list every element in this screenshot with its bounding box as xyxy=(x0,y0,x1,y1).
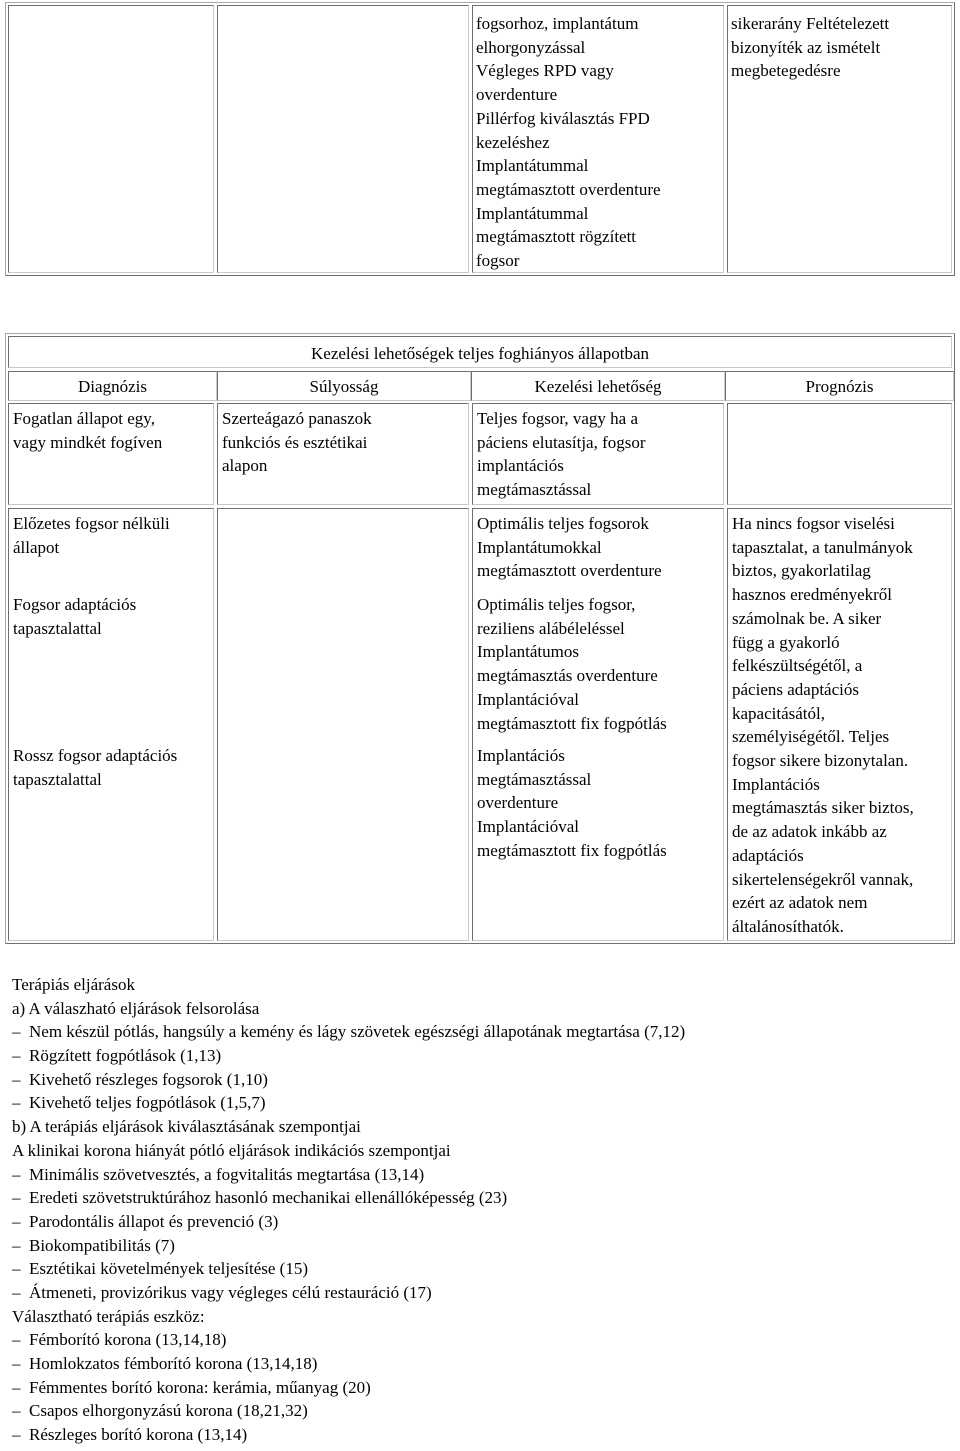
treatment-option-resilient-reline: Optimális teljes fogsor, reziliens alábéleléssel Implantátumos megtámasztás overdenture Implantációval megtámasztott fix fogpótlás xyxy=(477,595,667,733)
line-text: Rögzített fogpótlások (1,13) xyxy=(29,1046,222,1066)
line-text: Minimális szövetvesztés, a fogvitalitás megtartása (13,14) xyxy=(29,1164,425,1184)
dash-bullet-icon: – xyxy=(12,1093,21,1113)
dash-bullet-icon: – xyxy=(12,1259,21,1279)
table-caption: Kezelési lehetőségek teljes foghiányos állapotban xyxy=(8,336,952,368)
diagnosis-poor-denture-adaptation: Rossz fogsor adaptációs tapasztalattal xyxy=(13,746,178,789)
paragraph-line xyxy=(12,973,952,997)
line-text: Fémmentes borító korona: kerámia, műanyag (20) xyxy=(29,1377,371,1397)
line-text: Választható terápiás eszköz: xyxy=(12,1306,205,1326)
line-text: A klinikai korona hiányát pótló eljárások indikációs szempontjai xyxy=(12,1140,451,1160)
line-text: Terápiás eljárások xyxy=(12,975,135,994)
treatment-option-implant-support: Implantációs megtámasztással overdenture Implantációval megtámasztott fix fogpótlás xyxy=(477,746,667,860)
list-item xyxy=(12,1257,952,1281)
continued-table-cell-1 xyxy=(8,5,214,273)
diagnosis-denture-adaptation: Fogsor adaptációs tapasztalattal xyxy=(13,595,137,638)
list-item xyxy=(12,1091,952,1115)
line-text: Nem készül pótlás, hangsúly a kemény és lágy szövetek egészségi állapotának megtartása (7,12) xyxy=(29,1022,686,1042)
line-text: b) A terápiás eljárások kiválasztásának szempontjai xyxy=(12,1117,361,1137)
list-item xyxy=(12,1186,952,1210)
diagnosis-no-previous-denture: Előzetes fogsor nélküli állapot xyxy=(13,514,170,557)
dash-bullet-icon: – xyxy=(12,1022,21,1042)
line-text: Átmeneti, provizórikus vagy végleges célú restauráció (17) xyxy=(29,1282,432,1302)
list-item xyxy=(12,1210,952,1234)
header-treatment: Kezelési lehetőség xyxy=(471,371,725,401)
line-text: Parodontális állapot és prevenció (3) xyxy=(29,1211,279,1231)
list-item xyxy=(12,1376,952,1400)
dash-bullet-icon: – xyxy=(12,1235,21,1255)
line-text: Csapos elhorgonyzású korona (18,21,32) xyxy=(29,1401,308,1421)
paragraph-line xyxy=(12,1305,952,1329)
dash-bullet-icon: – xyxy=(12,1401,21,1421)
row1-treatment: Teljes fogsor, vagy ha a páciens elutasítja, fogsor implantációs megtámasztással xyxy=(472,403,724,505)
dash-bullet-icon: – xyxy=(12,1046,21,1066)
row2-diagnosis xyxy=(8,508,214,941)
continued-table-cell-prognosis: sikerarány Feltételezett bizonyíték az ismételt megbetegedésre xyxy=(727,5,952,273)
row1-severity: Szerteágazó panaszok funkciós és esztétikai alapon xyxy=(217,403,469,505)
continued-table-cell-treatment: fogsorhoz, implantátum elhorgonyzással Végleges RPD vagy overdenture Pillérfog kiválasztás FPD kezeléshez Implantátummal megtámasztott overdenture Implantátummal megtámasztott rögzített fogsor xyxy=(472,5,724,273)
list-item xyxy=(12,1020,952,1044)
header-severity: Súlyosság xyxy=(217,371,471,401)
line-text: Eredeti szövetstruktúrához hasonló mechanikai ellenállóképesség (23) xyxy=(29,1188,508,1208)
line-text: a) A válaszható eljárások felsorolása xyxy=(12,998,260,1018)
dash-bullet-icon: – xyxy=(12,1354,21,1373)
list-item xyxy=(12,1281,952,1305)
line-text: Esztétikai követelmények teljesítése (15) xyxy=(29,1259,308,1279)
row2-severity xyxy=(217,508,469,941)
dash-bullet-icon: – xyxy=(12,1425,21,1445)
line-text: Fémborító korona (13,14,18) xyxy=(29,1330,227,1350)
dash-bullet-icon: – xyxy=(12,1164,21,1184)
edentulous-treatment-table xyxy=(5,333,955,944)
table-header-row xyxy=(8,371,952,401)
paragraph-line xyxy=(12,997,952,1021)
list-item xyxy=(12,1068,952,1092)
list-item xyxy=(12,1423,952,1447)
row2-treatment xyxy=(472,508,724,941)
dash-bullet-icon: – xyxy=(12,1188,21,1208)
row1-diagnosis: Fogatlan állapot egy, vagy mindkét fogíven xyxy=(8,403,214,505)
list-item xyxy=(12,1352,952,1376)
dash-bullet-icon: – xyxy=(12,1330,21,1350)
dash-bullet-icon: – xyxy=(12,1377,21,1397)
list-item xyxy=(12,1328,952,1352)
line-text: Részleges borító korona (13,14) xyxy=(29,1425,248,1445)
continued-table-cell-2 xyxy=(217,5,469,273)
header-diagnosis: Diagnózis xyxy=(8,371,217,401)
list-item xyxy=(12,1234,952,1258)
paragraph-line xyxy=(12,1139,952,1163)
dash-bullet-icon: – xyxy=(12,1069,21,1089)
continued-table xyxy=(5,2,955,276)
line-text: Homlokzatos fémborító korona (13,14,18) xyxy=(29,1354,318,1373)
line-text: Kivehető részleges fogsorok (1,10) xyxy=(29,1069,268,1089)
dash-bullet-icon: – xyxy=(12,1282,21,1302)
line-text: Biokompatibilitás (7) xyxy=(29,1235,175,1255)
treatment-option-optimal-dentures: Optimális teljes fogsorok Implantátumokkal megtámasztott overdenture xyxy=(477,514,662,581)
row1-prognosis xyxy=(727,403,952,505)
paragraph-line xyxy=(12,1115,952,1139)
therapy-procedures-text xyxy=(12,973,952,1447)
list-item xyxy=(12,1044,952,1068)
row2-prognosis: Ha nincs fogsor viselési tapasztalat, a tanulmányok biztos, gyakorlatilag hasznos eredményekről számolnak be. A siker függ a gyakorló felkészültségétől, a páciens adaptációs kapacitásától, személyiségétől. Teljes fogsor sikere bizonytalan. Implantációs megtámasztás siker biztos, de az adatok inkább az adaptációs sikertelenségekről vannak, ezért az adatok nem általánosíthatók. xyxy=(727,508,952,941)
dash-bullet-icon: – xyxy=(12,1211,21,1231)
list-item xyxy=(12,1163,952,1187)
list-item xyxy=(12,1399,952,1423)
line-text: Kivehető teljes fogpótlások (1,5,7) xyxy=(29,1093,266,1113)
header-prognosis: Prognózis xyxy=(725,371,954,401)
